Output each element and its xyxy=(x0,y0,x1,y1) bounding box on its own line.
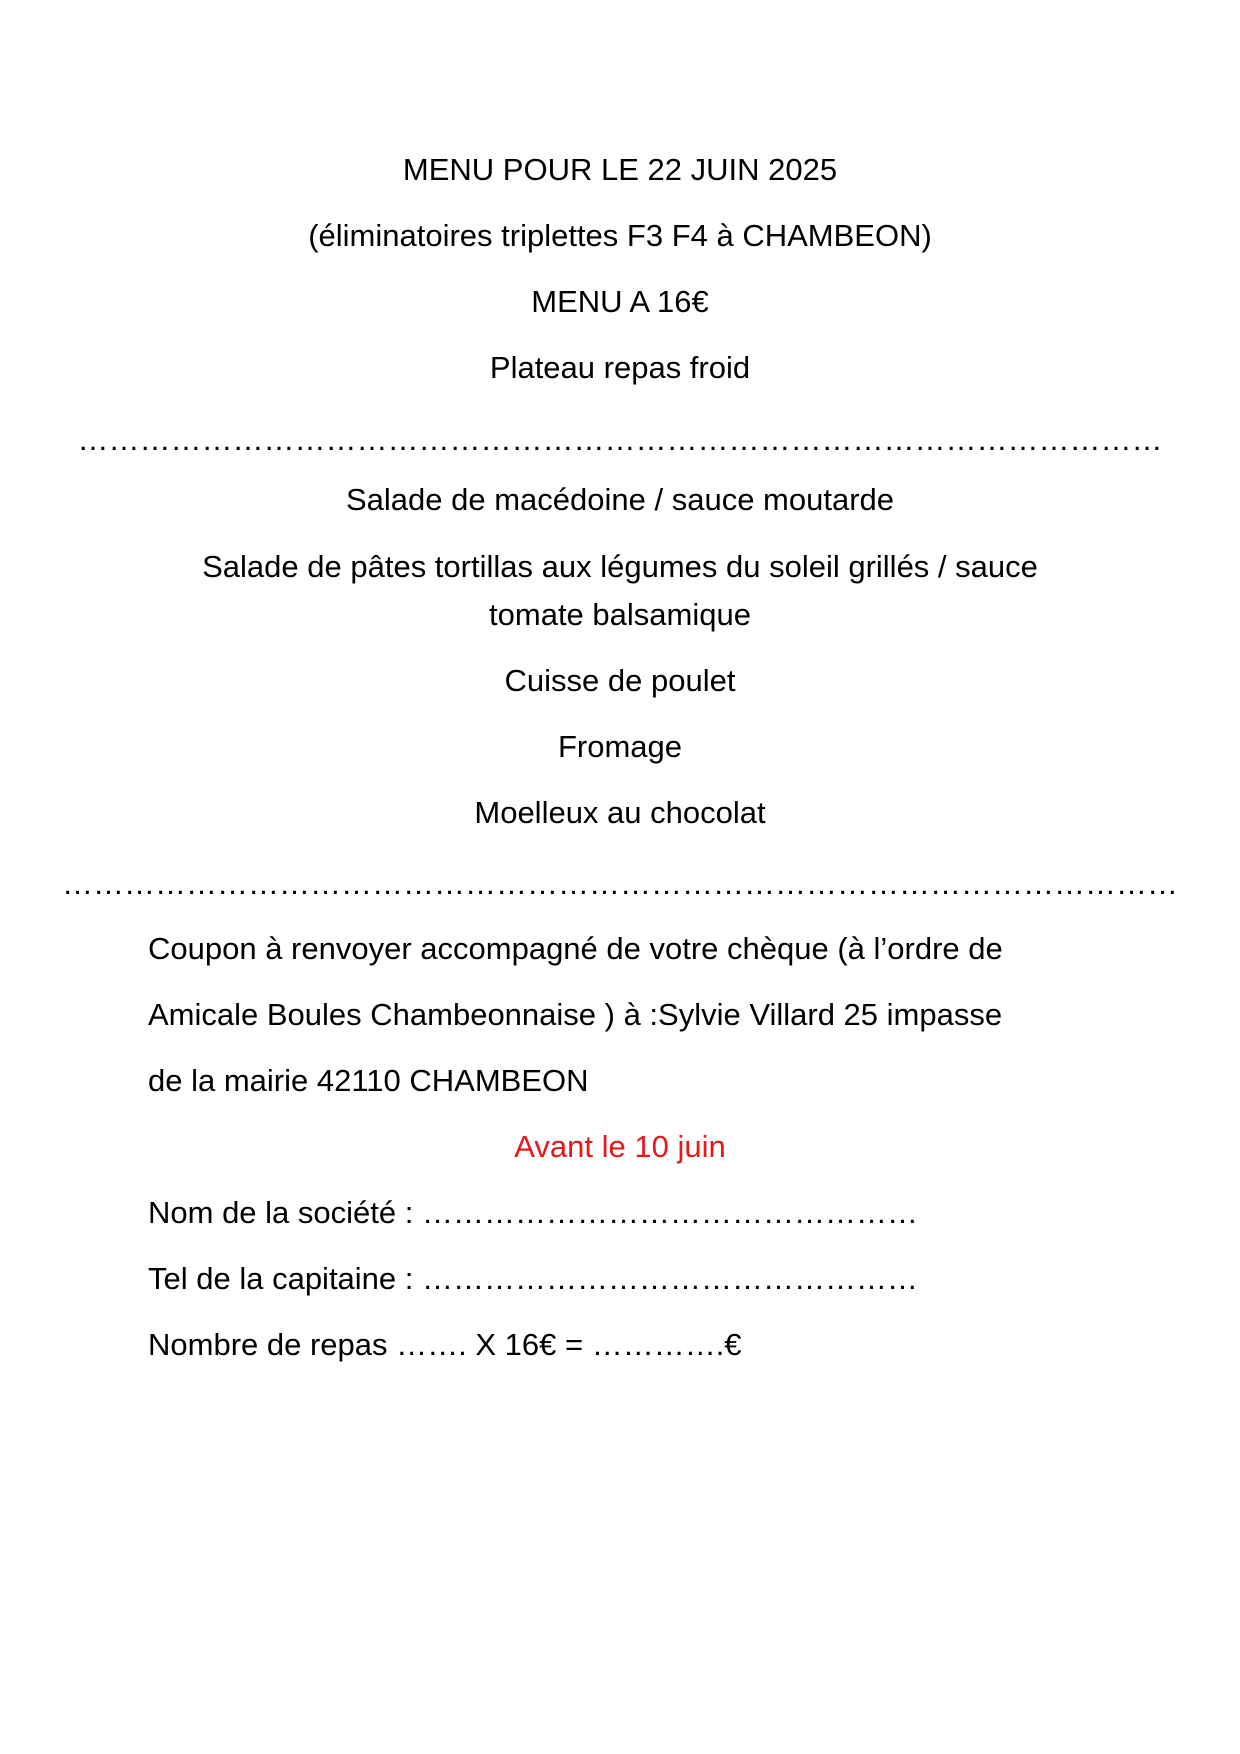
menu-item: Moelleux au chocolat xyxy=(474,795,766,830)
meal-format: Plateau repas froid xyxy=(489,350,751,385)
menu-item: Salade de macédoine / sauce moutarde xyxy=(345,482,895,517)
company-name-field: Nom de la société : ………………………………………… xyxy=(148,1195,918,1230)
coupon-text-line: Coupon à renvoyer accompagné de votre chèque (à l’ordre de xyxy=(148,931,1003,966)
deadline-notice: Avant le 10 juin xyxy=(514,1129,726,1164)
event-subtitle: (éliminatoires triplettes F3 F4 à CHAMBEON) xyxy=(308,218,932,253)
meal-count-field: Nombre de repas ……. X 16€ = ………….€ xyxy=(148,1327,742,1362)
menu-item-continued: tomate balsamique xyxy=(489,597,751,632)
menu-item: Cuisse de poulet xyxy=(504,663,736,698)
menu-item: Fromage xyxy=(557,729,683,764)
coupon-text-line: de la mairie 42110 CHAMBEON xyxy=(148,1063,589,1098)
separator-top: …………………………………………………………………………………………… xyxy=(77,422,1163,457)
menu-item: Salade de pâtes tortillas aux légumes du soleil grillés / sauce xyxy=(202,549,1038,584)
separator-bottom: ……………………………………………………………………………………………… xyxy=(62,866,1178,901)
coupon-text-line: Amicale Boules Chambeonnaise ) à :Sylvie Villard 25 impasse xyxy=(148,997,1003,1032)
menu-title: MENU POUR LE 22 JUIN 2025 xyxy=(402,152,838,187)
captain-phone-field: Tel de la capitaine : ………………………………………… xyxy=(148,1261,919,1296)
menu-price: MENU A 16€ xyxy=(531,284,709,319)
